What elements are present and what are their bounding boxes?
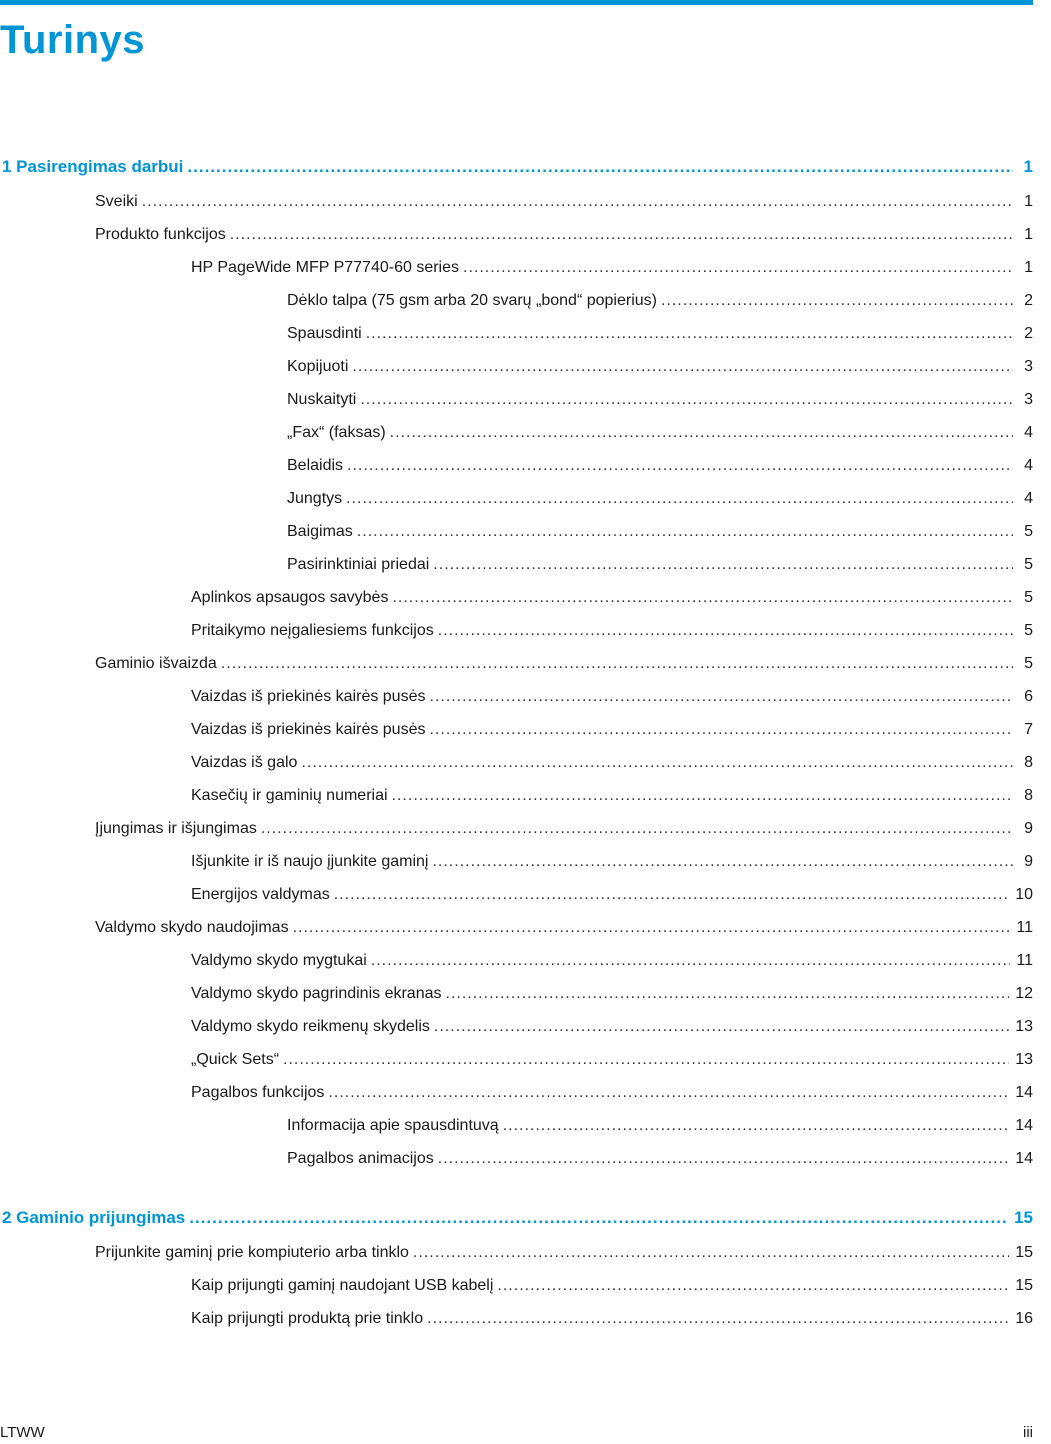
toc-entry-label: Valdymo skydo naudojimas — [95, 919, 289, 936]
toc-page-number: 8 — [1024, 754, 1033, 771]
toc-entry-label: Pagalbos animacijos — [287, 1150, 434, 1167]
dot-leader — [230, 218, 1013, 251]
dot-leader — [293, 911, 1011, 944]
toc-entry-label: Vaizdas iš priekinės kairės pusės — [191, 721, 426, 738]
toc-page-number: 12 — [1015, 985, 1033, 1002]
toc-entry[interactable] — [0, 185, 1033, 218]
toc-entry-label: 2 Gaminio prijungimas — [2, 1208, 186, 1227]
toc-entry[interactable] — [0, 1109, 1033, 1142]
toc-entry[interactable] — [0, 911, 1033, 944]
toc-page-number: 8 — [1024, 787, 1033, 804]
toc-entry[interactable] — [0, 449, 1033, 482]
toc-entry[interactable] — [0, 1076, 1033, 1109]
toc-entry[interactable] — [0, 218, 1033, 251]
toc-entry-label: Spausdinti — [287, 325, 362, 342]
toc-page-number: 10 — [1015, 886, 1033, 903]
toc-page-number: 13 — [1015, 1018, 1033, 1035]
toc-entry[interactable] — [0, 284, 1033, 317]
toc-entry[interactable] — [0, 548, 1033, 581]
toc-entry[interactable] — [0, 350, 1033, 383]
toc-page-number: 5 — [1024, 622, 1033, 639]
dot-leader — [187, 150, 1013, 183]
toc-page-number: 1 — [1023, 157, 1033, 176]
toc-entry[interactable] — [0, 779, 1033, 812]
toc-entry-label: Pasirinktiniai priedai — [287, 556, 430, 573]
toc-page-number: 5 — [1024, 655, 1033, 672]
toc-entry-label: Jungtys — [287, 490, 343, 507]
toc-entry[interactable] — [0, 317, 1033, 350]
dot-leader — [142, 185, 1013, 218]
dot-leader — [429, 713, 1013, 746]
toc-page-number: 6 — [1024, 688, 1033, 705]
toc-entry[interactable] — [0, 1302, 1033, 1335]
dot-leader — [438, 1142, 1009, 1175]
dot-leader — [392, 779, 1013, 812]
dot-leader — [446, 977, 1010, 1010]
toc-entry[interactable] — [0, 845, 1033, 878]
dot-leader — [427, 1302, 1009, 1335]
toc-page-number: 11 — [1016, 952, 1033, 969]
toc-page-number: 14 — [1015, 1117, 1033, 1134]
table-of-contents — [0, 150, 1033, 1335]
toc-entry-label: Aplinkos apsaugos savybės — [191, 589, 389, 606]
dot-leader — [463, 251, 1013, 284]
dot-leader — [366, 317, 1013, 350]
toc-entry-label: 1 Pasirengimas darbui — [2, 157, 184, 176]
toc-entry-label: Pagalbos funkcijos — [191, 1084, 325, 1101]
toc-entry[interactable] — [0, 251, 1033, 284]
dot-leader — [357, 515, 1013, 548]
dot-leader — [360, 383, 1013, 416]
toc-page-number: 1 — [1024, 193, 1033, 210]
dot-leader — [301, 746, 1013, 779]
dot-leader — [392, 581, 1013, 614]
toc-entry-label: Valdymo skydo pagrindinis ekranas — [191, 985, 442, 1002]
toc-entry[interactable] — [0, 977, 1033, 1010]
toc-page-number: 3 — [1024, 391, 1033, 408]
toc-entry[interactable] — [0, 383, 1033, 416]
dot-leader — [189, 1201, 1008, 1234]
toc-entry-label: Vaizdas iš galo — [191, 754, 298, 771]
footer-left-label: LTWW — [0, 1424, 45, 1441]
toc-page-number: 5 — [1024, 589, 1033, 606]
toc-entry[interactable] — [0, 1236, 1033, 1269]
toc-page-number: 3 — [1024, 358, 1033, 375]
toc-entry[interactable] — [0, 614, 1033, 647]
toc-entry-label: „Fax“ (faksas) — [287, 424, 386, 441]
dot-leader — [328, 1076, 1009, 1109]
toc-entry-label: Pritaikymo neįgaliesiems funkcijos — [191, 622, 434, 639]
toc-entry[interactable] — [0, 581, 1033, 614]
toc-entry[interactable] — [0, 812, 1033, 845]
toc-page-number: 9 — [1024, 820, 1033, 837]
toc-entry-label: Informacija apie spausdintuvą — [287, 1117, 499, 1134]
toc-entry[interactable] — [0, 944, 1033, 977]
toc-entry-label: Sveiki — [95, 193, 138, 210]
toc-page-number: 14 — [1015, 1150, 1033, 1167]
toc-page-number: 11 — [1016, 919, 1033, 936]
toc-entry-label: Energijos valdymas — [191, 886, 330, 903]
dot-leader — [371, 944, 1011, 977]
toc-entry-label: Gaminio išvaizda — [95, 655, 217, 672]
dot-leader — [432, 845, 1013, 878]
toc-entry[interactable] — [0, 1269, 1033, 1302]
toc-entry[interactable] — [0, 1010, 1033, 1043]
toc-entry-label: Belaidis — [287, 457, 344, 474]
dot-leader — [390, 416, 1013, 449]
toc-page-number: 9 — [1024, 853, 1033, 870]
toc-entry[interactable] — [0, 1043, 1033, 1076]
toc-page-number: 15 — [1014, 1208, 1033, 1227]
toc-entry-label: Kaip prijungti gaminį naudojant USB kabelį — [191, 1277, 494, 1294]
toc-page-number: 2 — [1024, 292, 1033, 309]
toc-entry-label: Vaizdas iš priekinės kairės pusės — [191, 688, 426, 705]
dot-leader — [497, 1269, 1009, 1302]
toc-entry[interactable] — [0, 746, 1033, 779]
dot-leader — [347, 449, 1013, 482]
dot-leader — [438, 614, 1013, 647]
toc-page-number: 15 — [1015, 1277, 1033, 1294]
toc-entry-label: „Quick Sets“ — [191, 1051, 280, 1068]
toc-entry-label: Kasečių ir gaminių numeriai — [191, 787, 388, 804]
toc-entry-label: Dėklo talpa (75 gsm arba 20 svarų „bond“ popierius) — [287, 292, 657, 309]
toc-entry-label: Kopijuoti — [287, 358, 349, 375]
toc-entry-label: Valdymo skydo reikmenų skydelis — [191, 1018, 430, 1035]
dot-leader — [434, 1010, 1009, 1043]
toc-entry[interactable] — [0, 713, 1033, 746]
toc-entry-label: Nuskaityti — [287, 391, 357, 408]
toc-page-number: 4 — [1024, 424, 1033, 441]
dot-leader — [433, 548, 1013, 581]
toc-entry-label: Produkto funkcijos — [95, 226, 226, 243]
dot-leader — [429, 680, 1013, 713]
toc-page-number: 4 — [1024, 490, 1033, 507]
toc-page-number: 13 — [1015, 1051, 1033, 1068]
toc-entry-label: Įjungimas ir išjungimas — [95, 820, 257, 837]
toc-page-number: 4 — [1024, 457, 1033, 474]
toc-entry[interactable] — [0, 482, 1033, 515]
toc-entry-label: Kaip prijungti produktą prie tinklo — [191, 1310, 424, 1327]
toc-page-number: 7 — [1024, 721, 1033, 738]
toc-page-number: 5 — [1024, 523, 1033, 540]
toc-chapter-entry[interactable] — [0, 1201, 1033, 1234]
toc-entry[interactable] — [0, 647, 1033, 680]
toc-entry-label: HP PageWide MFP P77740-60 series — [191, 259, 459, 276]
dot-leader — [261, 812, 1013, 845]
toc-chapter-entry[interactable] — [0, 150, 1033, 183]
dot-leader — [503, 1109, 1010, 1142]
toc-page-number: 16 — [1015, 1310, 1033, 1327]
dot-leader — [221, 647, 1013, 680]
toc-entry-label: Prijunkite gaminį prie kompiuterio arba tinklo — [95, 1244, 409, 1261]
header-rule — [0, 0, 1033, 5]
toc-entry[interactable] — [0, 680, 1033, 713]
toc-page-number: 1 — [1024, 259, 1033, 276]
toc-page-number: 5 — [1024, 556, 1033, 573]
toc-page-number: 15 — [1015, 1244, 1033, 1261]
toc-entry-label: Baigimas — [287, 523, 353, 540]
dot-leader — [283, 1043, 1009, 1076]
toc-entry[interactable] — [0, 515, 1033, 548]
dot-leader — [346, 482, 1013, 515]
toc-entry[interactable] — [0, 878, 1033, 911]
toc-entry-label: Valdymo skydo mygtukai — [191, 952, 367, 969]
toc-page-number: 2 — [1024, 325, 1033, 342]
dot-leader — [334, 878, 1009, 911]
toc-entry[interactable] — [0, 416, 1033, 449]
toc-page-number: 14 — [1015, 1084, 1033, 1101]
toc-entry-label: Išjunkite ir iš naujo įjunkite gaminį — [191, 853, 429, 870]
toc-page-number: 1 — [1024, 226, 1033, 243]
footer-page-number: iii — [1023, 1424, 1033, 1441]
page-title: Turinys — [0, 18, 146, 62]
toc-entry[interactable] — [0, 1142, 1033, 1175]
dot-leader — [661, 284, 1013, 317]
dot-leader — [352, 350, 1013, 383]
dot-leader — [413, 1236, 1009, 1269]
